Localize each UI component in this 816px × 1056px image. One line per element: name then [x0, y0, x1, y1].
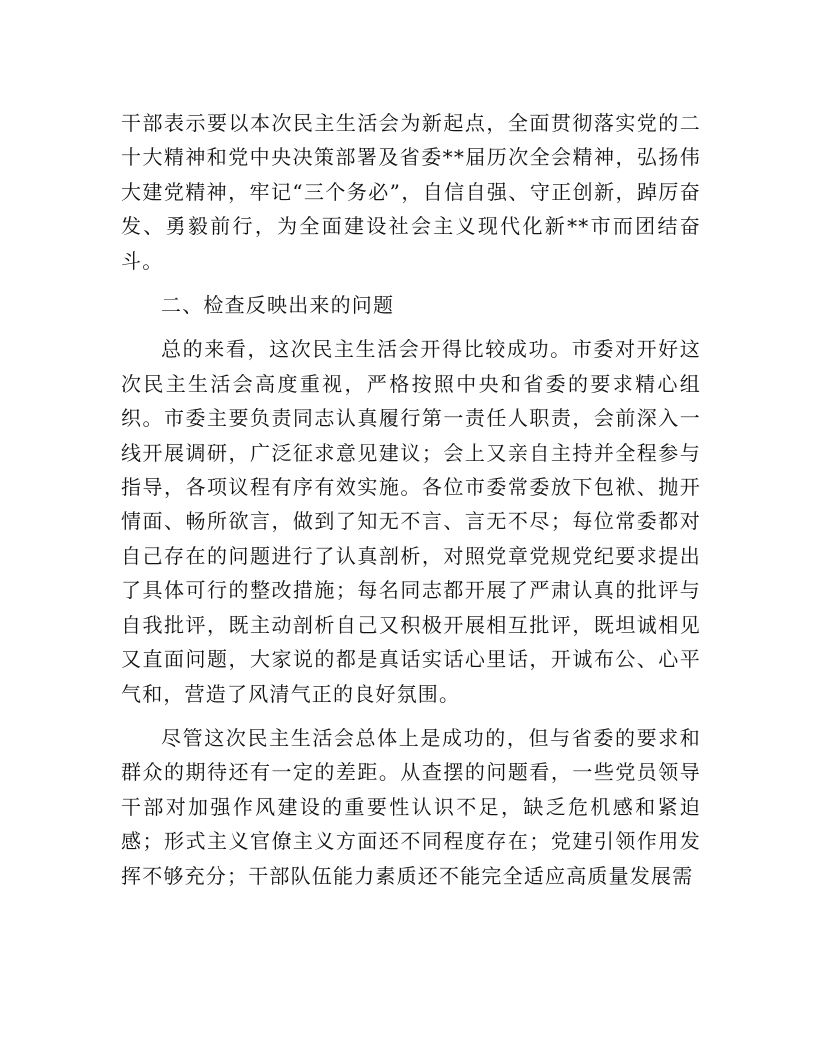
section-heading: 二、检查反映出来的问题 [161, 293, 395, 318]
paragraph-problems: 尽管这次民主生活会总体上是成功的，但与省委的要求和群众的期待还有一定的差距。从查摆的问题看，一些党员领导干部对加强作风建设的重要性认识不足，缺乏危机感和紧迫感；形式主义官僚主义方面还不同程度存在；党建引领作用发挥不够充分；干部队伍能力素质还不能完全适应高质量发展需 [121, 725, 701, 888]
document-body [121, 106, 701, 893]
paragraph-summary: 总的来看，这次民主生活会开得比较成功。市委对开好这次民主生活会高度重视，严格按照中央和省委的要求精心组织。市委主要负责同志认真履行第一责任人职责，会前深入一线开展调研，广泛征求意见建议；会上又亲自主持并全程参与指导，各项议程有序有效实施。各位市委常委放下包袱、抛开情面、畅所欲言，做到了知无不言、言无不尽；每位常委都对自己存在的问题进行了认真剖析，对照党章党规党纪要求提出了具体可行的整改措施；每名同志都开展了严肃认真的批评与自我批评，既主动剖析自己又积极开展相互批评，既坦诚相见又直面问题，大家说的都是真话实话心里话，开诚布公、心平气和，营造了风清气正的良好氛围。 [121, 337, 701, 706]
paragraph-continuation: 干部表示要以本次民主生活会为新起点，全面贯彻落实党的二十大精神和党中央决策部署及省委**届历次全会精神，弘扬伟大建党精神，牢记“三个务必”，自信自强、守正创新，踔厉奋发、勇毅前行，为全面建设社会主义现代化新**市而团结奋斗。 [121, 111, 701, 273]
